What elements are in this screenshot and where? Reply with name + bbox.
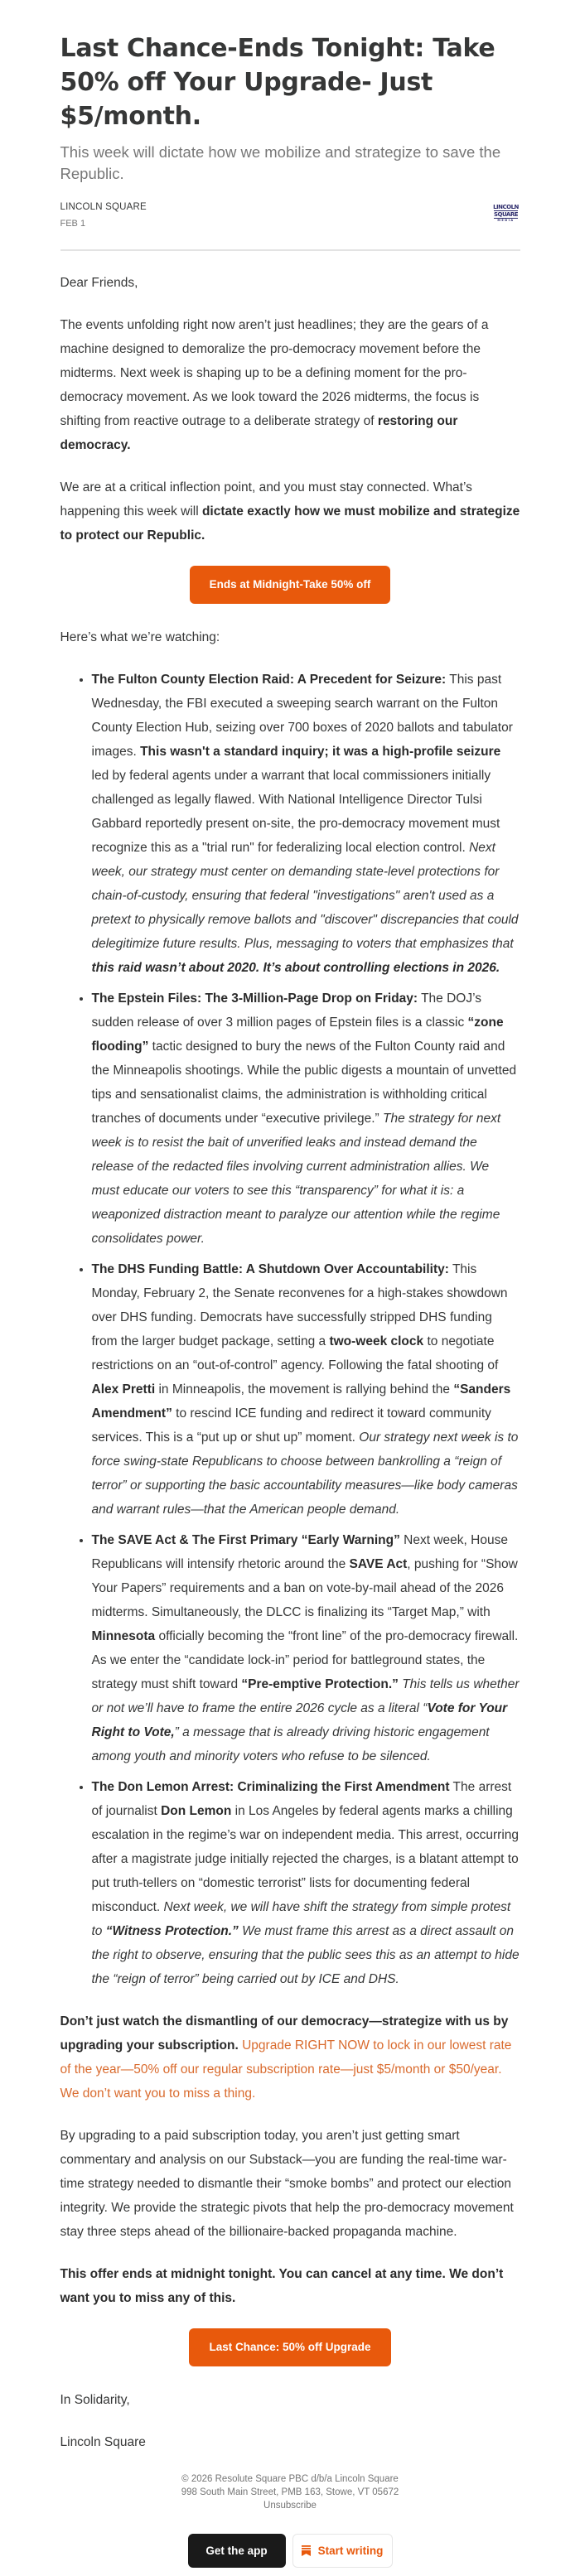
item-text: to negotiate restrictions on an “out-of-control” agency. Following the fatal shooting of (91, 1334, 499, 1372)
logo-line-3: MEDIA (497, 218, 515, 222)
upgrade-link[interactable]: Upgrade RIGHT NOW to lock in our lowest rate of the year—50% off our regular subscription rate—just $5/month or $50/year. We don’t want you to miss a thing. (60, 2038, 512, 2101)
inflection-bold: dictate exactly how we must mobilize and strategize to protect our Republic. (60, 504, 520, 543)
signoff (60, 2388, 520, 2454)
list-item-fulton-raid (92, 668, 520, 980)
item-bold: two-week clock (329, 1334, 424, 1348)
watch-list (60, 668, 520, 1991)
item-italic: Next week, we will have shift the strategy from simple protest to (91, 1900, 511, 1938)
item-text: , pushing for “Show Your Papers” requirements and a ban on vote-by-mail ahead of the 2026 midterms. Simultaneously, the DLCC is finalizing its “Target Map,” with (91, 1557, 518, 1619)
list-item-don-lemon (92, 1775, 520, 1991)
intro-paragraph (60, 313, 520, 457)
item-bold: Alex Pretti (91, 1382, 156, 1397)
item-text: tactic designed to bury the news of the Fulton County raid and the Minneapolis shootings. While the public digests a mountain of unvetted tips and sensationalist claims, the administration is withholding critical tranches of documents under “executive privilege.” (91, 1040, 517, 1126)
upgrade-paragraph (60, 2009, 520, 2106)
item-bold-italic: Vote for Your Right to Vote, (91, 1701, 508, 1739)
item-text: to rescind ICE funding and redirect it toward community services. This is a “put up or shut up” moment. (91, 1406, 491, 1445)
post-meta (60, 200, 520, 231)
logo-line-2: SQUARE (493, 210, 519, 218)
item-italic: The strategy for next week is to resist the bait of unverified leaks and instead demand the release of the redacted files involving current administration allies. We must educate our voters to see this “transparency” for what it is: a weaponized distraction meant to paralyze our attention while the regime consolidates power. (91, 1112, 501, 1246)
inflection-paragraph (60, 475, 520, 548)
item-text: This Monday, February 2, the Senate reconvenes for a high-stakes showdown over DHS funding. Democrats have successfully stripped DHS funding from the larger budget package, setting a (91, 1262, 508, 1348)
cta-container-2 (60, 2328, 520, 2366)
item-text: officially becoming the “front line” of the pro-democracy firewall. As we enter the “candidate lock-in” period for battleground states, the strategy must shift toward (91, 1629, 519, 1691)
post-title: Last Chance-Ends Tonight: Take 50% off Your Upgrade- Just $5/month. (60, 34, 495, 131)
item-italic: This tells us whether or not we’ll have to frame the entire 2026 cycle as a literal “ (91, 1677, 520, 1715)
greeting: Dear Friends, (60, 276, 138, 290)
email-footer (60, 2472, 520, 2568)
funding-paragraph: By upgrading to a paid subscription today, you aren’t just getting smart commentary and analysis on our Substack—you are funding the real-time war-time strategy needed to dismantle their “smoke bombs” and protect our election integrity. We provide the strategic pivots that help the pro-democracy movement stay three steps ahead of the billionaire-backed propaganda machine. (60, 2129, 514, 2239)
list-item-epstein-files (92, 987, 520, 1251)
post-body (60, 271, 520, 2454)
footer-buttons (60, 2534, 520, 2568)
author-name[interactable]: LINCOLN SQUARE (60, 202, 147, 212)
item-heading: The Epstein Files: The 3-Million-Page Drop on Friday: (91, 991, 418, 1006)
item-bold: “Pre-emptive Protection.” (241, 1677, 399, 1691)
intro-bold: restoring our democracy. (60, 414, 458, 452)
get-app-label: Get the app (205, 2545, 268, 2557)
email-post (60, 0, 520, 2576)
item-italic: ” a message that is already driving historic engagement among youth and minority voters who refuse to be silenced. (91, 1725, 490, 1763)
header-divider (60, 249, 520, 251)
footer-copyright: © 2026 Resolute Square PBC d/b/a Lincoln Square (181, 2474, 399, 2484)
item-heading: The SAVE Act & The First Primary “Early Warning” (91, 1533, 400, 1547)
item-text: in Los Angeles by federal agents marks a chilling escalation in the regime’s war on independent media. This arrest, occurring after a magistrate judge initially rejected the charges, is a blatant attempt to put truth-tellers on “domestic terrorist” lists for documenting federal misconduct. (91, 1804, 520, 1914)
get-the-app-button[interactable] (188, 2534, 286, 2568)
logo-line-1: LINCOLN (493, 203, 519, 210)
item-italic: Our strategy next week is to force swing-state Republicans to choose between bankrolling a “reign of terror” or supporting the basic accountability measures—like body cameras and warrant rules—that the American people demand. (91, 1430, 519, 1517)
item-bold: “Sanders Amendment” (91, 1382, 511, 1421)
last-chance-upgrade-button[interactable]: Last Chance: 50% off Upgrade (189, 2328, 390, 2366)
cta-container (60, 566, 520, 604)
item-text: in Minneapolis, the movement is rallying behind the (155, 1382, 454, 1397)
item-italic: We must frame this arrest as a direct assault on the right to observe, ensuring that the public sees this as an attempt to hide the “reign of terror” being carried out by ICE and DHS. (91, 1924, 520, 1986)
footer-address: 998 South Main Street, PMB 163, Stowe, VT 05672 (181, 2487, 399, 2497)
offer-end-bold: This offer ends at midnight tonight. You can cancel at any time. We don’t want you to miss any of this. (60, 2267, 504, 2305)
inflection-text: We are at a critical inflection point, and you must stay connected. What’s happening this week will (60, 480, 472, 519)
substack-bookmark-icon (302, 2545, 311, 2556)
ends-at-midnight-button[interactable]: Ends at Midnight-Take 50% off (190, 566, 391, 604)
byline (60, 200, 147, 231)
item-bold: Don Lemon (161, 1804, 232, 1818)
post-subtitle: This week will dictate how we mobilize and strategize to save the Republic. (60, 143, 501, 182)
item-bold: SAVE Act (349, 1557, 408, 1571)
item-bold: This wasn't a standard inquiry; it was a high-profile seizure (140, 745, 501, 759)
post-date: FEB 1 (60, 219, 86, 229)
start-writing-button[interactable] (292, 2534, 393, 2568)
item-bold: Minnesota (91, 1629, 156, 1643)
publication-logo[interactable] (495, 201, 518, 224)
unsubscribe-link[interactable]: Unsubscribe (263, 2501, 317, 2511)
signature: Lincoln Square (60, 2435, 146, 2449)
offer-end-paragraph (60, 2262, 520, 2310)
upgrade-bold: Don’t just watch the dismantling of our democracy—strategize with us by upgrading your subscription. (60, 2014, 509, 2053)
intro-text: The events unfolding right now aren’t just headlines; they are the gears of a machine designed to demoralize the pro-democracy movement before the midterms. Next week is shaping up to be a defining moment for the pro-democracy movement. As we look toward the 2026 midterms, the focus is shifting from reactive outrage to a deliberate strategy of (60, 318, 489, 428)
list-item-dhs-funding (92, 1257, 520, 1522)
item-bold: “zone flooding” (91, 1015, 504, 1054)
watching-intro: Here’s what we’re watching: (60, 630, 220, 644)
item-text: The DOJ’s sudden release of over 3 million pages of Epstein files is a classic (91, 991, 482, 1030)
item-text: Next week, House Republicans will intensify rhetoric around the (91, 1533, 508, 1571)
item-heading: The DHS Funding Battle: A Shutdown Over Accountability: (91, 1262, 449, 1276)
item-heading: The Don Lemon Arrest: Criminalizing the First Amendment (91, 1780, 450, 1794)
item-text: led by federal agents under a warrant that local commissioners initially challenged as legally flawed. With National Intelligence Director Tulsi Gabbard reportedly present on-site, the pro-democracy movement must recognize this as a "trial run" for federalizing local election control. (91, 769, 500, 855)
item-italic: Next week, our strategy must center on demanding state-level protections for chain-of-custody, ensuring that federal "investigations" aren't used as a pretext to physically remove ballots and "discover" discrepancies that could delegitimize future results. Plus, messaging to voters that emphasizes that (91, 841, 519, 951)
item-text: This past Wednesday, the FBI executed a sweeping search warrant on the Fulton County Election Hub, seizing over 700 boxes of 2020 ballots and tabulator images. (91, 673, 513, 759)
item-heading: The Fulton County Election Raid: A Precedent for Seizure: (91, 673, 447, 687)
start-writing-label: Start writing (317, 2545, 384, 2557)
item-bold-italic: this raid wasn’t about 2020. It’s about controlling elections in 2026. (91, 961, 500, 975)
list-item-save-act (92, 1528, 520, 1768)
signoff-text: In Solidarity, (60, 2393, 130, 2407)
item-bold-italic: “Witness Protection.” (105, 1924, 239, 1938)
item-text: The arrest of journalist (91, 1780, 512, 1818)
